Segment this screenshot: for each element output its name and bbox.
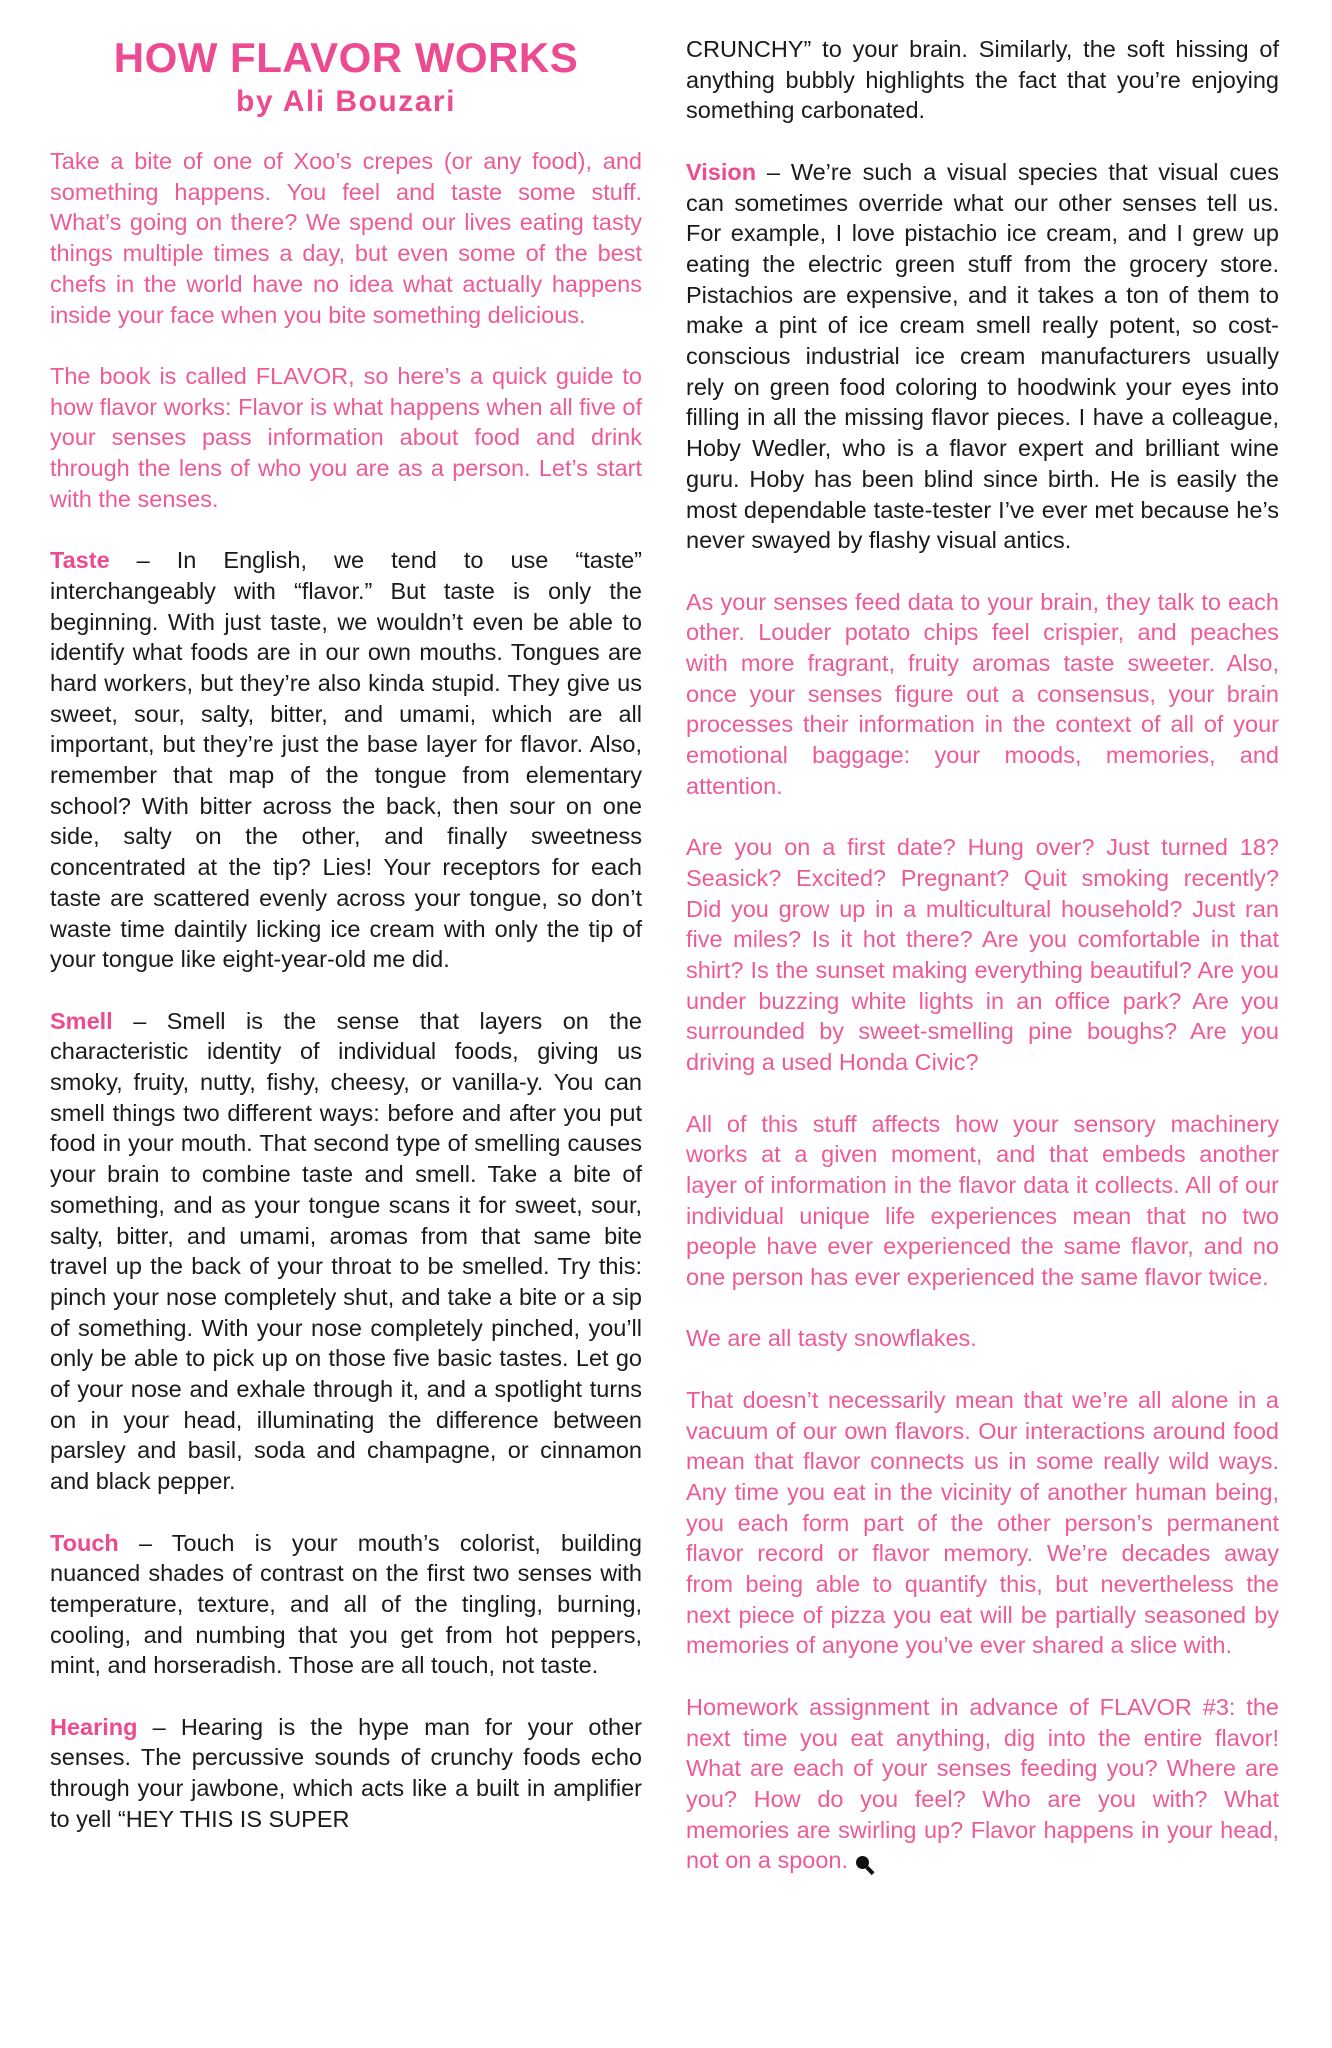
hearing-section (50, 1712, 642, 1835)
vision-section (686, 157, 1279, 556)
taste-heading: Taste (50, 547, 110, 574)
vision-heading: Vision (686, 158, 757, 185)
author-byline: by Ali Bouzari (236, 85, 456, 118)
intro-paragraph-2: The book is called FLAVOR, so here’s a quick guide to how flavor works: Flavor is what happens when all five of your senses pass information about food and drink through the lens of who you are as a person. Let’s start with the senses. (50, 362, 642, 512)
sensory-machinery-paragraph: All of this stuff affects how your sensory machinery works at a given moment, and that embeds another layer of information in the flavor data it collects. All of our individual unique life experiences mean that no two people have ever experienced the same flavor, and no one person has ever experienced the same flavor twice. (686, 1110, 1279, 1291)
right-column (686, 0, 1279, 1876)
smell-text: – Smell is the sense that layers on the characteristic identity of individual foods, giving us smoky, fruity, nutty, fishy, cheesy, or vanilla-y. You can smell things two different ways: before and after you put food in your mouth. That second type of smelling causes your brain to combine taste and smell. Take a bite of something, and as your tongue scans it for sweet, sour, salty, bitter, and umami, aromas from that same bite travel up the back of your throat to be smelled. Try this: pinch your nose completely shut, and take a bite or a sip of something. With your nose completely pinched, you’ll only be able to pick up on those five basic tastes. Let go of your nose and exhale through it, and a spotlight turns on in your head, illuminating the difference between parsley and basil, soda and champagne, or cinnamon and black pepper. (50, 1007, 642, 1495)
connections-paragraph: That doesn’t necessarily mean that we’re all alone in a vacuum of our own flavors. Our interactions around food mean that flavor connects us in some really wild ways. Any time you eat in the vicinity of another human being, you each form part of the other person’s permanent flavor record or flavor memory. We’re decades away from being able to quantify this, but nevertheless the next piece of pizza you eat will be partially seasoned by memories of anyone you’ve ever shared a slice with. (686, 1386, 1279, 1659)
senses-talk-paragraph: As your senses feed data to your brain, they talk to each other. Louder potato chips feel crispier, and peaches with more fragrant, fruity aromas taste sweeter. Also, once your senses figure out a consensus, your brain processes their information in the context of all of your emotional baggage: your moods, memories, and attention. (686, 588, 1279, 799)
snowflakes-paragraph: We are all tasty snowflakes. (686, 1325, 977, 1352)
intro-paragraph-1: Take a bite of one of Xoo’s crepes (or any food), and something happens. You feel and taste some stuff. What’s going on there? We spend our lives eating tasty things multiple times a day, but even some of the best chefs in the world have no idea what actually happens inside your face when you bite something delicious. (50, 148, 642, 328)
vision-text: – We’re such a visual species that visual cues can sometimes override what our other senses tell us. For example, I love pistachio ice cream, and I grew up eating the electric green stuff from the grocery store. Pistachios are expensive, and it takes a ton of them to make a pint of ice cream smell really potent, so cost-conscious industrial ice cream manufacturers usually rely on green food coloring to hoodwink your eyes into filling in all the missing flavor pieces. I have a colleague, Hoby Wedler, who is a flavor expert and brilliant wine guru. Hoby has been blind since birth. He is easily the most dependable taste-tester I’ve ever met because he’s never swayed by flashy visual antics. (686, 158, 1279, 554)
left-column (50, 0, 642, 1835)
questions-paragraph: Are you on a first date? Hung over? Just turned 18? Seasick? Excited? Pregnant? Quit smoking recently? Did you grow up in a multicultural household? Just ran five miles? Is it hot there? Are you comfortable in that shirt? Is the sunset making everything beautiful? Are you under buzzing white lights in an office park? Are you surrounded by sweet-smelling pine boughs? Are you driving a used Honda Civic? (686, 834, 1279, 1076)
hearing-text: – Hearing is the hype man for your other senses. The percussive sounds of crunchy foods echo through your jawbone, which acts like a built in amplifier to yell “HEY THIS IS SUPER (50, 1713, 642, 1832)
taste-text: – In English, we tend to use “taste” interchangeably with “flavor.” But taste is only the beginning. With just taste, we wouldn’t even be able to identify what foods are in our own mouths. Tongues are hard workers, but they’re also kinda stupid. They give us sweet, sour, salty, bitter, and umami, which are all important, but they’re just the base layer for flavor. Also, remember that map of the tongue from elementary school? With bitter across the back, then sour on one side, salty on the other, and finally sweetness concentrated at the tip? Lies! Your receptors for each taste are scattered evenly across your tongue, so don’t waste time daintily licking ice cream with only the tip of your tongue like eight-year-old me did. (50, 547, 642, 973)
magnifier-end-icon (856, 1856, 869, 1869)
smell-section (50, 1006, 642, 1497)
article-title: HOW FLAVOR WORKS (113, 34, 579, 81)
touch-heading: Touch (50, 1529, 119, 1556)
smell-heading: Smell (50, 1007, 113, 1034)
touch-text: – Touch is your mouth’s colorist, building nuanced shades of contrast on the first two senses with temperature, texture, and all of the tingling, burning, cooling, and numbing that you get from hot peppers, mint, and horseradish. Those are all touch, not taste. (50, 1529, 642, 1679)
touch-section (50, 1528, 642, 1682)
homework-paragraph (686, 1692, 1279, 1876)
hearing-continued: CRUNCHY” to your brain. Similarly, the soft hissing of anything bubbly highlights the fact that you’re enjoying something carbonated. (686, 36, 1279, 124)
hearing-heading: Hearing (50, 1713, 138, 1740)
homework-text: Homework assignment in advance of FLAVOR #3: the next time you eat anything, dig into the entire flavor! What are each of your senses feeding you? Where are you? How do you feel? Who are you with? What memories are swirling up? Flavor happens in your head, not on a spoon. (686, 1693, 1279, 1874)
taste-section (50, 545, 642, 975)
